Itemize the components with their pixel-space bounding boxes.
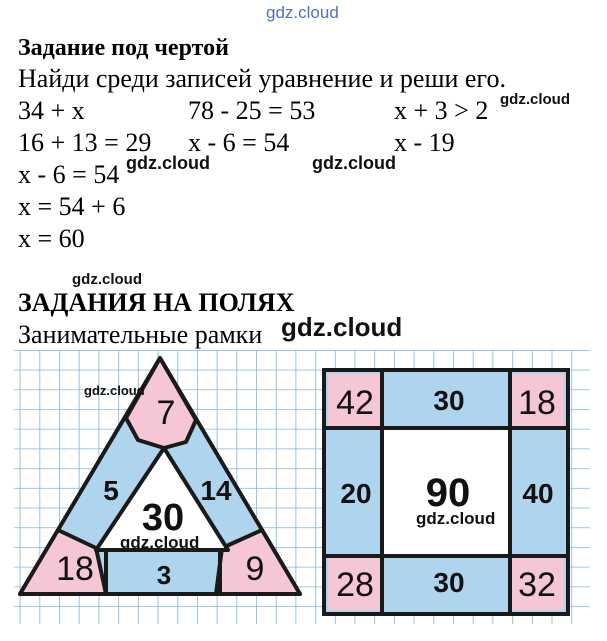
square-center-value: 90: [425, 471, 471, 515]
solution-line-1: x - 6 = 54: [18, 160, 120, 189]
section-title-2: ЗАДАНИЯ НА ПОЛЯХ: [18, 288, 295, 317]
entry-r2c3: x - 19: [394, 128, 455, 157]
watermark: gdz.cloud: [266, 3, 339, 22]
watermark: gdz.cloud: [500, 91, 570, 108]
square-top-value: 30: [433, 385, 465, 416]
triangle-center-value: 30: [141, 497, 185, 539]
watermark: gdz.cloud: [416, 509, 496, 528]
square-right-value: 40: [522, 478, 554, 509]
entry-r2c2: x - 6 = 54: [188, 128, 290, 157]
entry-r1c1: 34 + x: [18, 96, 85, 125]
watermark: gdz.cloud: [126, 153, 210, 173]
triangle-bottom-value: 3: [156, 560, 172, 590]
watermark: gdz.cloud: [281, 312, 403, 342]
watermark: gdz.cloud: [84, 383, 145, 398]
subtitle: Занимательные рамки: [18, 320, 263, 349]
solution-line-2: x = 54 + 6: [18, 192, 126, 221]
triangle-top-value: 7: [156, 394, 176, 432]
watermark: gdz.cloud: [72, 271, 142, 288]
entry-r1c3: x + 3 > 2: [394, 96, 489, 125]
triangle-bottom-right-value: 9: [245, 550, 265, 588]
triangle-right-value: 14: [200, 475, 232, 506]
square-top-left-value: 42: [336, 384, 374, 422]
square-left-value: 20: [340, 478, 372, 509]
solution-line-3: x = 60: [18, 224, 85, 253]
section-title: Задание под чертой: [18, 35, 229, 61]
watermark: gdz.cloud: [120, 533, 200, 552]
task-text: Найди среди записей уравнение и реши его.: [18, 64, 506, 93]
triangle-left-value: 5: [103, 475, 119, 506]
entry-r1c2: 78 - 25 = 53: [188, 96, 316, 125]
triangle-bottom-left-value: 18: [56, 550, 94, 588]
entry-r2c1: 16 + 13 = 29: [18, 128, 152, 157]
square-top-right-value: 18: [518, 384, 556, 422]
square-bottom-value: 30: [433, 567, 465, 598]
square-bottom-right-value: 32: [518, 566, 556, 604]
square-bottom-left-value: 28: [336, 566, 374, 604]
watermark: gdz.cloud: [312, 153, 396, 173]
